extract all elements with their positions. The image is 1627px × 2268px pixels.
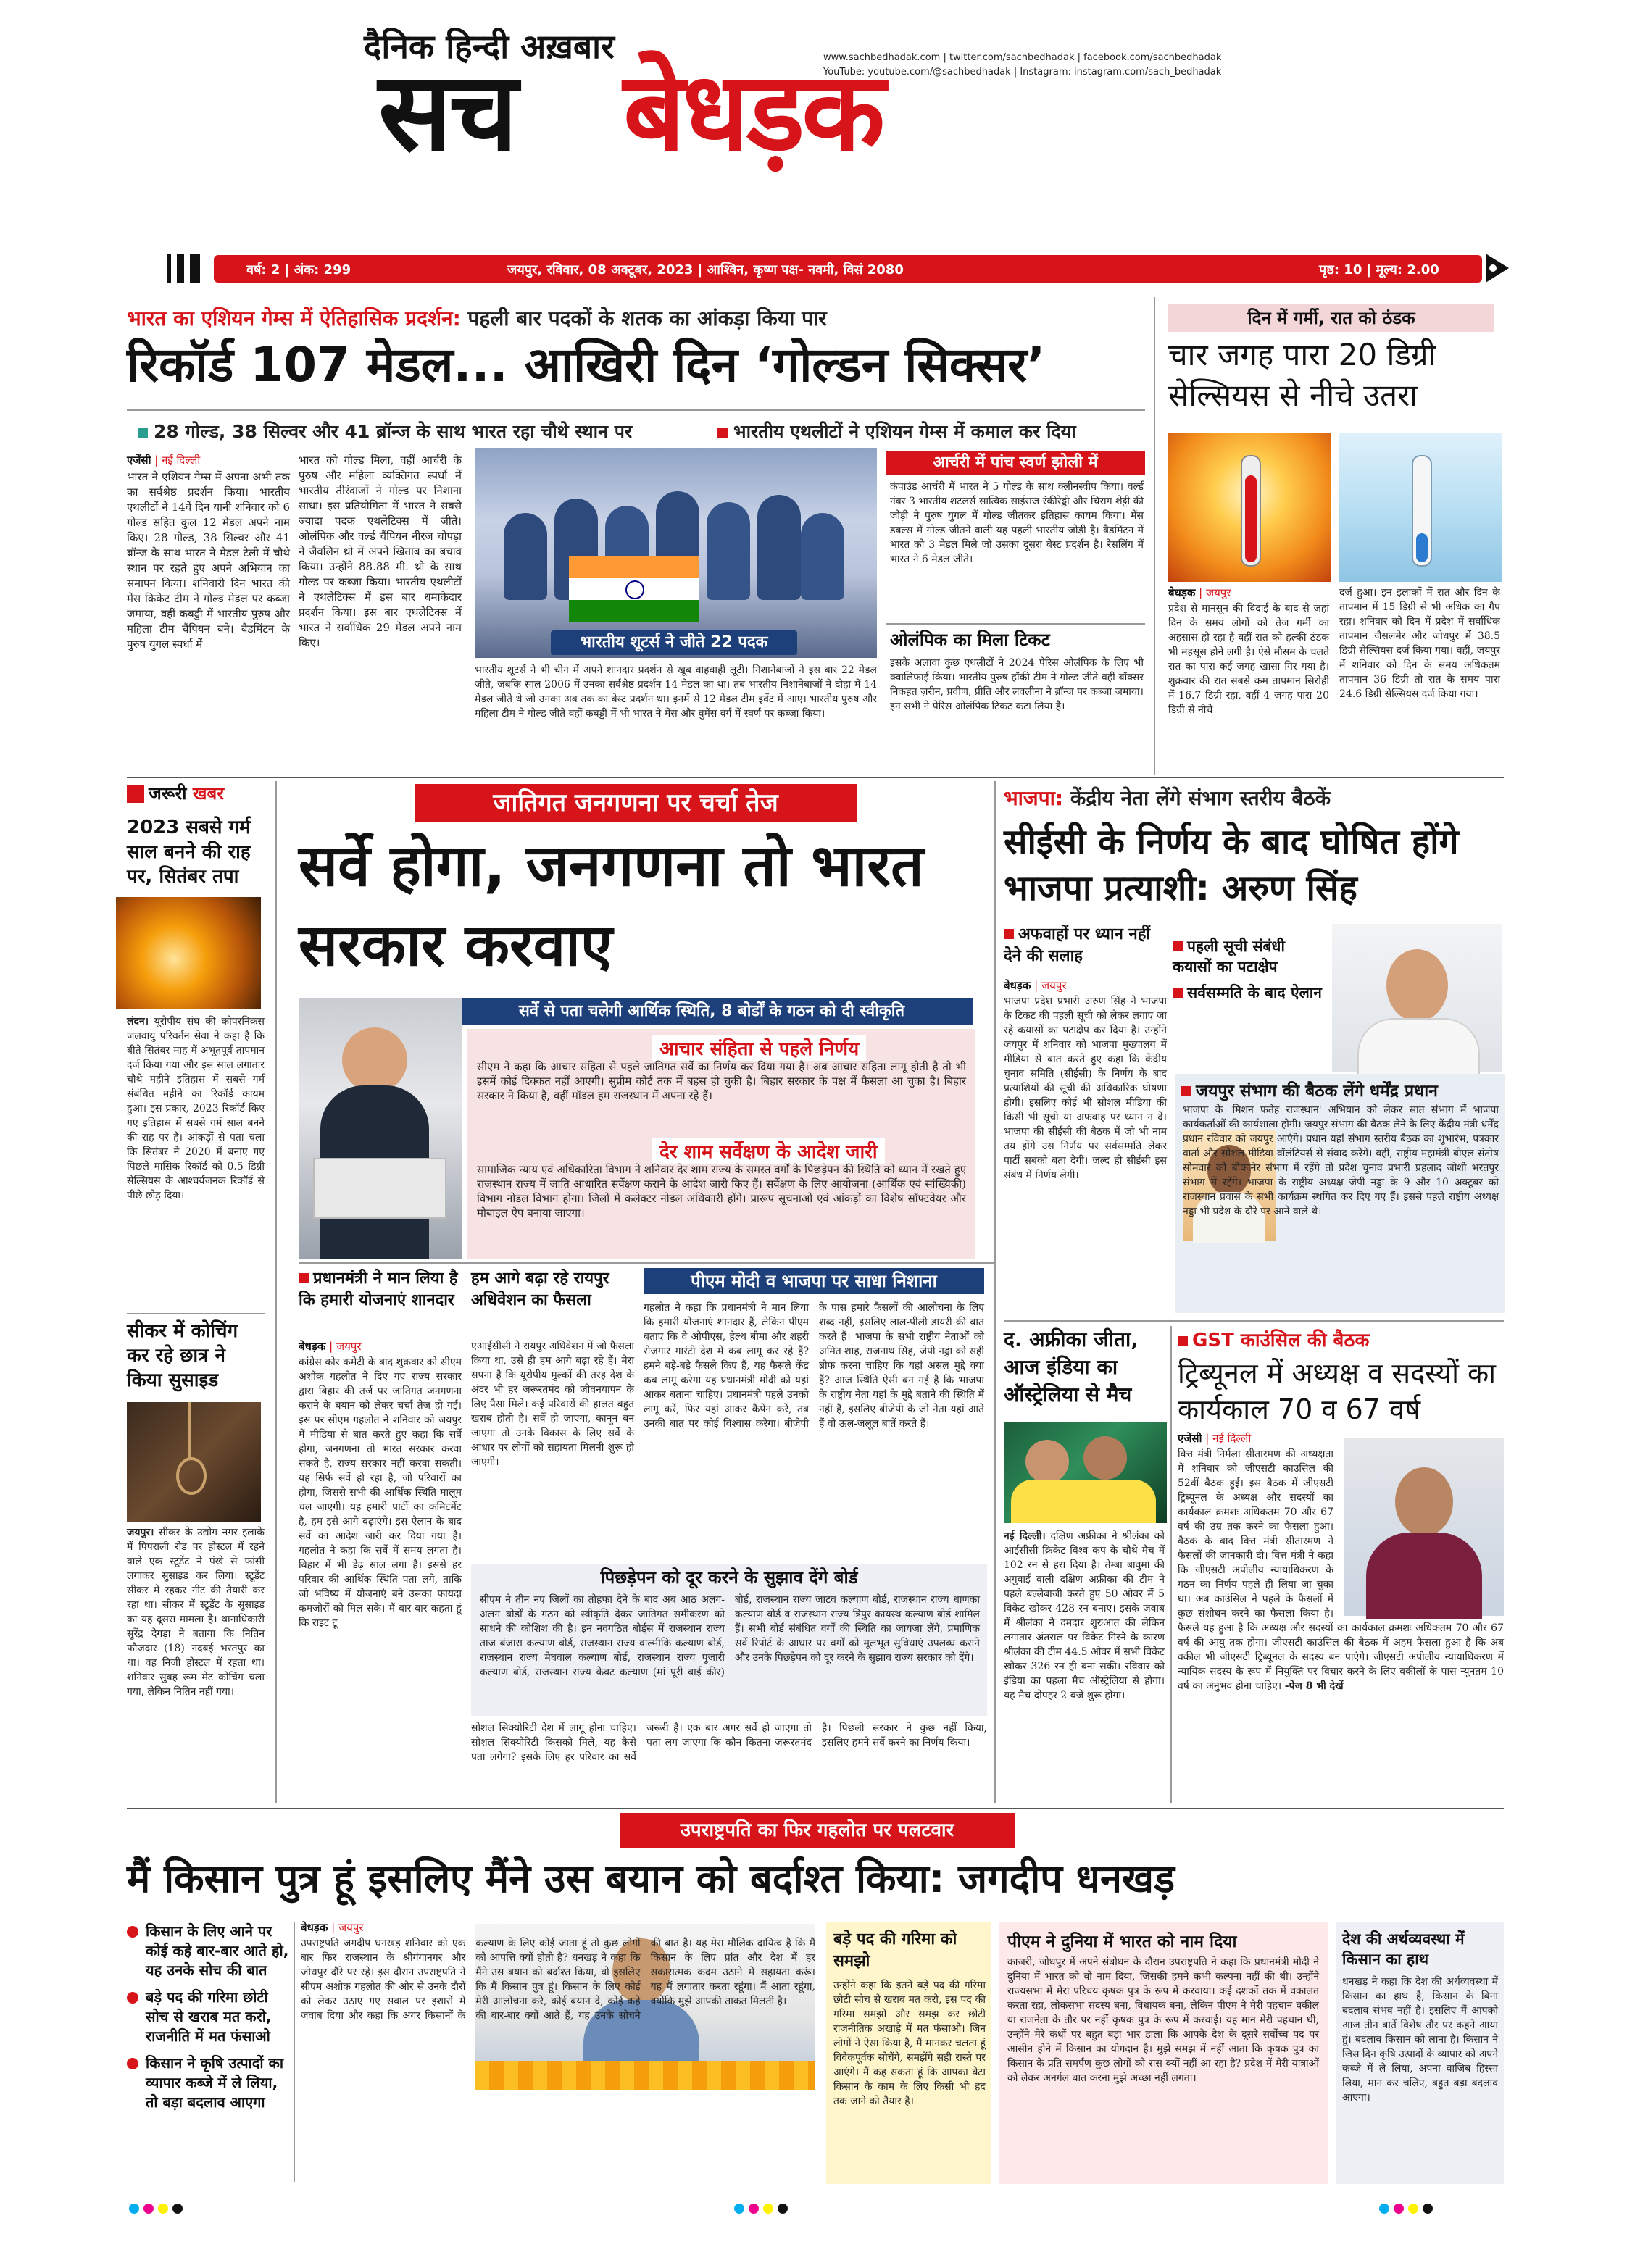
cricket-headline: द. अफ्रीका जीता, आज इंडिया का ऑस्ट्रेलिया से मैच — [1004, 1327, 1139, 1406]
bjp-headline: सीईसी के निर्णय के बाद घोषित होंगे भाजपा प्रत्याशी: अरुण सिंह — [1004, 822, 1459, 909]
red-square-icon — [1178, 1336, 1188, 1346]
census-sub3-body: गहलोत ने कहा कि प्रधानमंत्री ने मान लिया कि हमारी योजनाएं शानदार हैं, लेकिन पीएम बताए कि वे ओपीएस, हेल्थ बीमा और शहरी रोजगार गारंटी देश में कब लागू कर रहे हैं? हमने बड़े-बड़े फैसले किए हैं, यह फैसले केंद्र कब लागू करेगा यह प्रधानमंत्री मोदी को यहां आकर बताना चाहिए। प्रधानमंत्री पहले उनको लागू करें, फिर यहां आकर कैंपेन करें, तब उनकी बात पर कोई विश्वास करेगा। बीजेपी के पास हमारे फैसलों की आलोचना के लिए शब्द नहीं, इसलिए लाल-पीली डायरी की बात करते हैं। भाजपा के सभी राष्ट्रीय नेताओं को अमित शाह, राजनाथ सिंह, जेपी नड्डा को सही ब्रीफ करना चाहिए कि यहां असल मुद्दे क्या हैं? आज स्थिति ऐसी बन गई है कि भाजपा के राष्ट्रीय नेता यहां के मुद्दे बताने की स्थिति में नहीं हैं, इसलिए बीजेपी के जो नेता यहां आते हैं वो ऊल-जलूल बातें करते हैं। — [644, 1302, 984, 1430]
red-dot-icon — [127, 1992, 138, 2004]
bjp-bullet-1 — [1173, 936, 1325, 977]
gst-continued: -पेज 8 भी देखें — [1284, 1680, 1344, 1692]
red-square-icon — [1181, 1086, 1191, 1096]
zaruri-t2 — [127, 1525, 265, 1801]
noose-icon — [188, 1402, 191, 1460]
census-box2-head: देर शाम सर्वेक्षण के आदेश जारी — [652, 1138, 885, 1164]
registration-marks-right — [1377, 2203, 1435, 2217]
thermometer-cold-icon — [1412, 455, 1432, 567]
lead-place: नई दिल्ली — [162, 454, 201, 467]
vp-box1-text: उन्होंने कहा कि इतने बड़े पद की गरिमा छोटी सोच से खराब मत करो, इस पद की गरिमा समझो और समझ कर छोटी राजनीतिक अखाड़े में मत फंसाओ। जिन लोगों ने ऐसा किया है, मैं मानकर चलता हूं विवेकपूर्वक सोचेंगे, समझेंगे सही रास्ते पर आएंगे। मैं कह सकता हूं कि आपका बेटा किसान के काम के लिए किसी भी हद तक जाने को तैयार है। — [833, 1980, 986, 2107]
vp-text: उपराष्ट्रपति जगदीप धनखड़ शनिवार को एक बार फिर राजस्थान के श्रीगंगानगर और जोधपुर दौरे पर रहे। इस दौरान उपराष्ट्रपति ने सीएम अशोक गहलोत की ओर से उनके दौरों को लेकर उठाए गए सवाल पर इशारों में जवाब दिया और कहा कि अगर किसानों के कल्याण के लिए कोई जाता हूं तो कुछ लोगों को आपत्ति क्यों होती है? धनखड़ ने कहा कि मैंने उस बयान को बर्दाश्त किया, वो इसलिए कि मैं किसान पुत्र हूं। किसान के लिए कोई मेरी आलोचना करे, कोई बयान दे, कोई कहे की बार-बार क्यों आते हैं, यह उनके सोचने की बात है। यह मेरा मौलिक दायित्व है कि मैं किसान के लिए प्रांत और देश में हर सकारात्मक कदम उठाने में सहायता करूं। यह मैं लगातार करता रहूंगा। मैं आता रहूंगा, क्योंकि मुझे आपकी ताकत मिलती है। — [301, 1938, 815, 2022]
issue-number: वर्ष: 2 | अंक: 299 — [246, 262, 351, 278]
census-sub1 — [299, 1268, 462, 1312]
vp-box3-text: धनखड़ ने कहा कि देश की अर्थव्यवस्था में किसान का हाथ है, किसान के बिना बदलाव संभव नहीं है। इसलिए मैं आपको आज तीन बातें विशेष तौर पर कहने आया हूं। बदलाव किसान को लाना है। किसान ने जिस दिन कृषि उत्पादों के व्यापार को अपने कब्जे में ले लिया, अपना वाजिब हिस्सा लिया, मान कर चलिए, बहुत बड़ा बदलाव आएगा। — [1342, 1976, 1498, 2104]
gst-body: वित्त मंत्री निर्मला सीतारमण की अध्यक्षता में शनिवार को जीएसटी काउंसिल की 52वीं बैठक हुई। इस बैठक में जीएसटी ट्रिब्यूनल के अध्यक्ष और सदस्यों का कार्यकाल क्रमशः अधिकतम 70 और 67 वर्ष की उम्र तक करने का फैसला हुआ। बैठक के बाद वित्त मंत्री सीतारमण ने फैसलों की जानकारी दी। वित्त मंत्री ने कहा कि जीएसटी अपीलीय न्यायाधिकरण के गठन का निर्णय पहले ही लिया जा चुका था। अब काउंसिल ने पहले के फैसलों में कुछ संशोधन करने का फैसला किया है। फैसले यह हुआ है कि अध्यक्ष और सदस्यों का कार्यकाल क्रमशः अधिकतम 70 और 67 वर्ष की आयु तक होगा। जीएसटी काउंसिल की बैठक में अहम फैसला हुआ है कि अब वकील भी जीएसटी ट्रिब्यूनल के सदस्य बन पाएंगे। जीएसटी अपीलीय न्यायाधिकरण में न्यायिक सदस्य के रूप में नियुक्ति पर विचार करने के लिए वकीलों के पास न्यूनतम 10 वर्ष का अनुभव होना चाहिए। — [1178, 1448, 1504, 1692]
zaruri-label-1: जरूरी — [149, 783, 187, 804]
census-sub2-body: एआईसीसी ने रायपुर अधिवेशन में जो फैसला किया था, उसे ही हम आगे बढ़ा रहे हैं। मेरा सपना है कि यूरोपीय मुल्कों की तरह देश के अंदर भी हर जरूरतमंद को जीवनयापन के लिए पैसा मिले। कई परिवारों की हालत बहुत खराब होती है। सर्वे हो जाएगा, कानून बन जाएगा तो उनके विकास के लिए सर्वे के आधार पर लोगों को सहायता मिलनी शुरू हो जाएगी। — [471, 1341, 634, 1468]
dateline: जयपुर, रविवार, 08 अक्टूबर, 2023 | आश्विन, कृष्ण पक्ष- नवमी, विसं 2080 — [507, 262, 904, 278]
census-box2-text: सामाजिक न्याय एवं अधिकारिता विभाग ने शनिवार देर शाम राज्य के समस्त वर्गों के पिछड़ेपन की स्थिति को ध्यान में रखते हुए राजस्थान राज्य में जाति आधारित सर्वेक्षण कराने के आदेश जारी किए हैं। सर्वेक्षण के लिए आयोजना (आर्थिक एवं सांख्यिकी) विभाग नोडल विभाग होगा। जिलों में कलेक्टर नोडल अधिकारी होंगे। प्रारूप सूचनाओं एवं आंकड़ों का विशेष सॉफ्टवेयर और मोबाइल ऐप बनाया जाएगा। — [477, 1163, 966, 1220]
bjp-sub-text: अफवाहों पर ध्यान नहीं देने की सलाह — [1004, 925, 1151, 965]
archery-rule — [886, 623, 1145, 625]
zaruri-t1-body: यूरोपीय संघ की कोपरनिकस जलवायु परिवर्तन सेवा ने कहा है कि बीते सितंबर माह में अभूतपूर्व तापमान दर्ज किया गया और इस साल लगातार चौथे महीने इतिहास में सबसे गर्म संबंधित महीने का रिकॉर्ड कायम हुआ। इस प्रकार, 2023 रिकॉर्ड किए गए इतिहास में सबसे गर्म साल बनने की राह पर है। आंकड़ों से पता चला कि सितंबर ने 2020 में बनाए गए पिछले मासिक रिकॉर्ड को 0.5 डिग्री सेल्सियस के आश्चर्यजनक रिकॉर्ड से पीछे छोड़ दिया। — [127, 1016, 265, 1201]
zaruri-rule — [127, 1313, 265, 1314]
vp-place: जयपुर — [338, 1921, 364, 1934]
red-square-icon — [1173, 988, 1183, 998]
masthead-title-right: बेधड़क — [623, 49, 883, 175]
cricket-place: नई दिल्ली। — [1004, 1530, 1046, 1542]
zaruri-divider — [275, 781, 277, 1803]
bjp-place: जयपुर — [1041, 979, 1067, 992]
registration-marks-left — [127, 2203, 185, 2217]
olympic-text: इसके अलावा कुछ एथलीटों ने 2024 पेरिस ओलंपिक के लिए भी क्वालिफाई किया। भारतीय पुरुष हॉकी टीम ने गोल्ड जीते वहीं बॉक्सर निकहत ज़रीन, प्रवीण, प्रीति और लवलीना ने ब्रॉन्ज पर कब्जा जमाया। इन सभी ने पेरिस ओलंपिक टिकट कटा लिया है। — [890, 657, 1144, 712]
gst-text — [1178, 1447, 1504, 1802]
bjp-sub — [1004, 924, 1167, 967]
teal-square-icon — [138, 428, 148, 438]
cricket-photo — [1004, 1422, 1167, 1523]
gst-headline: ट्रिब्यूनल में अध्यक्ष व सदस्यों का कार्यकाल 70 व 67 वर्ष — [1178, 1357, 1497, 1425]
weather-headline: चार जगह पारा 20 डिग्री सेल्सियस से नीचे उतरा — [1168, 337, 1436, 413]
arun-singh-photo — [1332, 924, 1502, 1072]
vp-bullet-3 — [127, 2054, 290, 2112]
vp-box2-head: पीएम ने दुनिया में भारत को नाम दिया — [1007, 1933, 1237, 1951]
cricket-divider — [1170, 1326, 1172, 1803]
lead-rule — [127, 409, 1145, 411]
cricket-body: दक्षिण अफ्रीका ने श्रीलंका को आईसीसी क्रिकेट विश्व कप के चौथे मैच में 102 रन से हरा दिया है। तेम्बा बावुमा की अगुवाई वाली दक्षिण अफ्रीका की टीम ने पहले बल्लेबाजी करते हुए 50 ओवर में 5 विकेट खोकर 428 रन बनाए। इसके जवाब में श्रीलंका ने दमदार शुरुआत की लेकिन लगातार अंतराल पर विकेट गिरने के कारण श्रीलंका की टीम 44.5 ओवर में सभी विकेट खोकर 326 रन ही बना सकी। रविवार को इंडिया का पहला मैच ऑस्ट्रेलिया से होगा। यह मैच दोपहर 2 बजे शुरू होगा। — [1004, 1530, 1165, 1701]
zaruri-t1 — [127, 1014, 265, 1308]
boards-head: पिछड़ेपन को दूर करने के सुझाव देंगे बोर्ड — [600, 1567, 858, 1588]
census-agency: बेधड़क — [299, 1340, 326, 1353]
vp-box1-head: बड़े पद की गरिमा को समझो — [833, 1930, 957, 1970]
section-rule-1 — [127, 777, 1504, 778]
lead-col-2: भारत को गोल्ड मिला, वहीं आर्चरी के पुरुष और महिला व्यक्तिगत स्पर्धा में भारतीय तीरंदाजों ने गोल्ड पर निशाना साधा। इस प्रतियोगिता में भारत ने सबसे ज्यादा पदक एथलेटिक्स में जीते। ओलंपिक और वर्ल्ड चैंपियन नीरज चोपड़ा ने जैवलिन थ्रो में अपने खिताब का बचाव किया। उन्होंने 88.88 मी. थ्रो के साथ गोल्ड पर कब्जा किया। भारतीय एथलीटों ने एथलेटिक्स में इस बार धमाकेदार प्रदर्शन किया। इस बार एथलेटिक्स में भारत ने सर्वाधिक 29 मेडल अपने नाम किए। — [299, 454, 462, 649]
cold-photo — [1339, 433, 1502, 582]
zaruri-h2: सीकर में कोचिंग कर रहे छात्र ने किया सुसाइड — [127, 1320, 238, 1391]
bjp-bullet-1-text: पहली सूची संबंधी कयासों का पटाक्षेप — [1173, 938, 1285, 975]
social-links — [823, 51, 1221, 80]
census-kicker: जातिगत जनगणना पर चर्चा तेज — [415, 784, 857, 822]
gst-place: नई दिल्ली — [1212, 1432, 1252, 1445]
census-box1-head: आचार संहिता से पहले निर्णय — [652, 1035, 866, 1061]
vp-bullet-2-text: बड़े पद की गरिमा छोटी सोच से खराब मत करो, राजनीति में मत फंसाओ — [146, 1988, 272, 2045]
red-dot-icon — [127, 2058, 138, 2069]
census-sub2: हम आगे बढ़ा रहे रायपुर अधिवेशन का फैसला — [471, 1270, 609, 1309]
zaruri-t1-place: लंदन। — [127, 1016, 149, 1027]
pradhan-head — [1181, 1078, 1438, 1101]
lead-byline: एजेंसी | नई दिल्ली — [127, 454, 201, 467]
noose-photo — [127, 1402, 261, 1522]
gst-kicker-text: GST काउंसिल की बैठक — [1192, 1330, 1370, 1351]
red-square-icon — [717, 428, 728, 438]
masthead-title-left: सच — [378, 49, 515, 175]
vp-bullet-1 — [127, 1922, 290, 1980]
census-tail-text: सोशल सिक्योरिटी देश में लागू होना चाहिए। सोशल सिक्योरिटी किसको मिले, यह कैसे पता लगेगा? इसके लिए हर परिवार का सर्वे जरूरी है। एक बार अगर सर्वे हो जाएगा तो पता लग जाएगा कि कौन कितना जरूरतमंद है। पिछली सरकार ने कुछ नहीं किया, इसलिए हमने सर्वे करने का निर्णय किया। — [471, 1722, 987, 1763]
bjp-bullets — [1173, 936, 1325, 1003]
bjp-agency: बेधड़क — [1004, 979, 1031, 992]
census-divider — [994, 781, 996, 1803]
gst-kicker — [1178, 1326, 1369, 1352]
vp-byline: बेधड़क | जयपुर — [301, 1921, 364, 1934]
boards-text: सीएम ने तीन नए जिलों का तोहफा देने के बाद अब आठ अलग-अलग बोर्डों के गठन को स्वीकृति देकर जातिगत समीकरण को साधने की कोशिश की है। इन नवगठित बोर्ड्स में राजस्थान राज्य ताज बंजारा कल्याण बोर्ड, राजस्थान राज्य वाल्मीकि कल्याण बोर्ड, राजस्थान राज्य मेघवाल कल्याण बोर्ड, राजस्थान राज्य पुजारी कल्याण बोर्ड, राजस्थान राज्य केवट कल्याण (मां पूरी बाई कीर) बोर्ड, राजस्थान राज्य जाटव कल्याण बोर्ड, राजस्थान राज्य धाणका कल्याण बोर्ड व राजस्थान राज्य त्रिपुर कायस्थ कल्याण बोर्ड शामिल हैं। सभी बोर्ड संबंधित वर्गों की स्थिति का जायजा लेंगे, प्रमाणिक सर्वे रिपोर्ट के आधार पर वर्गों को मूलभूत सुविधाएं उपलब्ध कराने और उनके पिछड़ेपन को दूर करने के सुझाव राज्य सरकार को देंगे। — [480, 1594, 980, 1678]
section-rule-2 — [127, 1808, 1504, 1809]
vp-box2-text: काजरी, जोधपुर में अपने संबोधन के दौरान उपराष्ट्रपति ने कहा कि प्रधानमंत्री मोदी ने दुनिया में भारत को वो नाम दिया, जिसकी हमने कभी कल्पना नहीं की थी। उन्होंने राज्यसभा में मेरा परिचय कृषक पुत्र के रूप में करवाया। कई दशकों तक में वकालत करता रहा, लोकसभा सदस्य बना, विधायक बना, लेकिन पीएम ने मेरी पहचान वकील या राजनेता के तौर पर नहीं कृषक पुत्र के रूप में करवाई। यह मान मेरी पहचान थी, उन्होंने मेरे कंधों पर बहुत बड़ा भार डाला कि आपके देश के दूसरे सर्वोच्च पद पर आसीन होने में किसान का योगदान है। मुझे समझ में नहीं आता कि कृषक पुत्र का किसान के प्रति समर्पण कुछ लोगों को रास क्यों नहीं आ रहा है? प्रदेश में मेरी यात्राओं को लेकर अनर्गल बात करना मुझे अच्छा नहीं लगता। — [1007, 1956, 1319, 2084]
bjp-bullet-2 — [1173, 983, 1325, 1003]
red-square-icon — [127, 785, 144, 803]
red-square-icon — [1004, 929, 1014, 939]
vp-headline: मैं किसान पुत्र हूं इसलिए मैंने उस बयान को बर्दाश्त किया: जगदीप धनखड़ — [127, 1856, 1175, 1901]
lead-col-1: भारत ने एशियन गेम्स में अपना अभी तक का सर्वश्रेष्ठ प्रदर्शन किया। भारतीय एथलीटों ने 14वें दिन यानी शनिवार को 6 गोल्ड सहित कुल 12 मेडल अपने नाम किए। 28 गोल्ड, 38 सिल्वर और 41 ब्रॉन्ज के साथ भारत ने मेडल टेली में चौथे स्थान पर रहते हुए अपने अभियान का समापन किया। शनिवारी दिन भारत की मेंस क्रिकेट टीम ने गोल्ड मेडल पर कब्जा जमाया, वहीं कबड्डी में भारतीय पुरुष और महिला टीम चैंपियन बने। बैडमिंटन के पुरुष युगल स्पर्धा में — [127, 470, 290, 651]
olympic-head: ओलंपिक का मिला टिकट — [890, 630, 1050, 650]
pages-price: पृष्ठ: 10 | मूल्य: 2.00 — [1319, 262, 1439, 278]
bjp-kicker-rest: केंद्रीय नेता लेंगे संभाग स्तरीय बैठकें — [1063, 786, 1331, 810]
weather-col-1: प्रदेश से मानसून की विदाई के बाद से जहां दिन के समय लोगों को तेज गर्मी का अहसास हो रहा है वहीं रात को हल्की ठंडक भी महसूस होने लगी है। ऐसे मौसम के चलते रात का पारा कई जगह खासा गिर गया है। शुक्रवार की रात सबसे कम तापमान सिरोही में 16.7 डिग्री रहा, वहीं 4 जगह पारा 20 डिग्री से नीचे — [1168, 603, 1329, 716]
heat-photo — [1168, 433, 1331, 582]
lead-sub-2-text: भारतीय एथलीटों ने एशियन गेम्स में कमाल कर दिया — [733, 421, 1076, 442]
gst-agency: एजेंसी — [1178, 1432, 1202, 1445]
vp-box3-head: देश की अर्थव्यवस्था में किसान का हाथ — [1342, 1930, 1465, 1968]
lead-sub-2 — [717, 419, 1076, 443]
social-line-1: www.sachbedhadak.com | twitter.com/sachbedhadak | facebook.com/sachbedhadak — [823, 52, 1222, 63]
weather-col-2: दर्ज हुआ। इन इलाकों में रात और दिन के तापमान में 15 डिग्री से भी अधिक का गैप रहा। शनिवार को दिन में प्रदेश में सर्वाधिक तापमान जैसलमेर और जोधपुर में 38.5 डिग्री सेल्सियस दर्ज किया गया। वहीं, जयपुर में शनिवार को दिन के समय अधिकतम तापमान 36 डिग्री तो रात के समय पारा 24.6 डिग्री सेल्सियस दर्ज किया गया। — [1339, 587, 1500, 700]
dateline-bar-marks — [167, 254, 210, 283]
lead-kicker — [127, 304, 827, 332]
gst-photo-spacer — [1333, 1447, 1504, 1621]
shooters-text: भारतीय शूटर्स ने भी चीन में अपने शानदार प्रदर्शन से खूब वाहवाही लूटी। निशानेबाजों ने इस बार 22 मेडल जीते, जबकि साल 2006 में उनका सर्वश्रेष्ठ प्रदर्शन 14 मेडल का था। तब भारतीय निशानेबाजों ने दोहा में 14 मेडल जीते थे जो उनका अब तक का बेस्ट प्रदर्शन था। इनमें से 12 मेडल टीम इवेंट में आए। भारतीय पुरुष और महिला टीम ने गोल्ड जीते वहीं कबड्डी में भी भारत ने मेंस और वुमेंस वर्ग में स्वर्ण पर कब्जा किया। — [475, 664, 877, 720]
census-byline: बेधड़क | जयपुर — [299, 1340, 362, 1353]
vp-divider-1 — [294, 1922, 295, 2182]
zaruri-label — [127, 781, 224, 805]
vp-kicker: उपराष्ट्रपति का फिर गहलोत पर पलटवार — [620, 1813, 1015, 1848]
gehlot-photo — [299, 998, 462, 1259]
lead-sub-1-text: 28 गोल्ड, 38 सिल्वर और 41 ब्रॉन्ज के साथ भारत रहा चौथे स्थान पर — [154, 421, 633, 442]
weather-place: जयपुर — [1205, 586, 1231, 599]
shooters-caption: भारतीय शूटर्स ने जीते 22 पदक — [551, 630, 797, 655]
bjp-text: भाजपा प्रदेश प्रभारी अरुण सिंह ने भाजपा के टिकट की पहली सूची को लेकर लगाए जा रहे कयासों का पटाक्षेप कर दिया है। उन्होंने जयपुर में शनिवार को भाजपा मुख्यालय में मीडिया से बात करते हुए कहा कि केंद्रीय चुनाव समिति (सीईसी) के निर्णय के बाद प्रत्याशियों की सूची की अधिकारिक घोषणा होगी। इसलिए कोई भी सोशल मीडिया की किसी भी सूची या अफवाह पर ध्यान न दें। भाजपा की सीईसी की बैठक में जो भी नाम तय होंगे उस निर्णय पर सर्वसम्मति लेकर पार्टी सबको बता देगी। जल्द ही सीईसी इस संबंध में निर्णय लेगी। — [1004, 996, 1167, 1181]
vp-bullet-1-text: किसान के लिए आने पर कोई कहे बार-बार आते हो, यह उनके सोच की बात — [146, 1922, 289, 1979]
heat-sun-photo — [116, 897, 261, 1009]
bjp-kicker-red: भाजपा: — [1004, 786, 1064, 810]
census-place: जयपुर — [336, 1340, 362, 1353]
lead-sub-1 — [138, 419, 632, 443]
shooters-photo — [475, 448, 877, 658]
census-headline: सर्वे होगा, जनगणना तो भारत सरकार करवाए — [299, 832, 924, 979]
weather-agency: बेधड़क — [1168, 586, 1196, 599]
vp-agency: बेधड़क — [301, 1921, 328, 1934]
bjp-rule — [1004, 1320, 1504, 1322]
cricket-text — [1004, 1529, 1165, 1803]
vp-bullet-3-text: किसान ने कृषि उत्पादों का व्यापार कब्जे में ले लिया, तो बड़ा बदलाव आएगा — [146, 2054, 284, 2111]
census-box1-text: सीएम ने कहा कि आचार संहिता से पहले जातिगत सर्वे का निर्णय कर दिया गया है। अब आचार संहिता लागू होती है तो भी इसमें कोई दिक्कत नहीं आएगी। सुप्रीम कोर्ट तक में बहस हो चुकी है। बिहार सरकार के पक्ष में फैसला आ चुका है। बिहार सरकार ने किया है, वहीं मॉडल हम राजस्थान में अपना रहे हैं। — [477, 1060, 966, 1102]
red-square-icon — [299, 1273, 309, 1283]
pen-nib-icon — [1486, 246, 1515, 290]
weather-divider — [1154, 297, 1155, 775]
archery-head: आर्चरी में पांच स्वर्ण झोली में — [886, 451, 1145, 475]
lead-kicker-red: भारत का एशियन गेम्स में ऐतिहासिक प्रदर्शन: — [127, 307, 461, 330]
census-rule — [299, 1262, 994, 1264]
zaruri-h1: 2023 सबसे गर्म साल बनने की राह पर, सितंबर तपा — [127, 817, 251, 888]
zaruri-label-2: खबर — [192, 783, 225, 804]
gst-byline: एजेंसी | नई दिल्ली — [1178, 1432, 1252, 1445]
census-sub3: पीएम मोदी व भाजपा पर साधा निशाना — [644, 1268, 984, 1294]
lead-agency: एजेंसी — [127, 454, 151, 467]
red-square-icon — [1173, 941, 1183, 951]
social-line-2: YouTube: youtube.com/@sachbedhadak | Instagram: instagram.com/sach_bedhadak — [823, 67, 1222, 78]
zaruri-t2-place: जयपुर। — [127, 1527, 154, 1538]
india-flag-icon — [569, 556, 699, 622]
vp-bullet-2 — [127, 1988, 290, 2046]
pradhan-head-text: जयपुर संभाग की बैठक लेंगे धर्मेंद्र प्रधान — [1196, 1082, 1438, 1101]
zaruri-t2-body: सीकर के उद्योग नगर इलाके में पिपराली रोड पर होस्टल में रहने वाले एक स्टूडेंट ने पंखे से फांसी लगाकर सुसाइड कर लिया। स्टूडेंट सीकर में रहकर नीट की तैयारी कर रहा था। सीकर में स्टूडेंट के सुसाइड का यह दूसरा मामला है। थानाधिकारी सुरेंद्र देगड़ा ने बताया कि नितिन फौजदार (18) नदबई भरतपुर का था। वह निजी होस्टल में रहता था। शनिवार सुबह रूम मेट कोचिंग चला गया, लेकिन नितिन नहीं गया। — [127, 1527, 265, 1698]
vp-bullets — [127, 1922, 290, 2112]
archery-text: कंपाउंड आर्चरी में भारत ने 5 गोल्ड के साथ क्लीनस्वीप किया। वर्ल्ड नंबर 3 भारतीय शटलर्स सात्विक साईराज रंकीरेड्डी और चिराग शेट्टी की जोड़ी ने पुरुष युगल में गोल्ड जीतकर इतिहास कायम किया। मेंस डबल्स में गोल्ड जीतने वाली यह पहली भारतीय जोड़ी है। बैडमिंटन में भारत को 3 मेडल मिले जो उसका दूसरा बेस्ट प्रदर्शन है। रेसलिंग में भारत ने 6 मेडल जीते। — [890, 481, 1144, 565]
red-dot-icon — [127, 1926, 138, 1938]
pradhan-text: भाजपा के 'मिशन फतेह राजस्थान' अभियान को लेकर सात संभाग में भाजपा कार्यकर्ताओं की कार्यशाला होगी। जयपुर संभाग की बैठक लेने के लिए केंद्रीय मंत्री धर्मेंद्र प्रधान रविवार को जयपुर आएंगे। प्रधान यहां संभाग स्तरीय बैठक का शुभारंभ, पत्रकार वार्ता और सोशल मीडिया वॉलंटियर्स से संवाद करेंगे। वहीं, राष्ट्रीय महामंत्री बीएल संतोष सोमवार को बीकानेर संभाग में रहेंगे तो प्रदेश चुनाव प्रभारी प्रहलाद जोशी भरतपुर संभाग में रहेंगे। भाजपा के राष्ट्रीय अध्यक्ष जेपी नड्डा के 9 और 10 अक्टूबर को राजस्थान प्रवास के सभी कार्यक्रम स्थगित कर दिए गए हैं। इससे पहले राष्ट्रीय अध्यक्ष नड्डा भी प्रदेश के दौरे पर आने वाले थे। — [1183, 1104, 1499, 1217]
masthead-tagline: दैनिक हिन्दी अख़बार — [364, 27, 615, 66]
census-sub1-text: प्रधानमंत्री ने मान लिया है कि हमारी योजनाएं शानदार — [299, 1270, 458, 1309]
bjp-kicker — [1004, 784, 1331, 812]
registration-marks-center — [732, 2203, 790, 2217]
weather-byline: बेधड़क | जयपुर — [1168, 586, 1231, 599]
lead-headline: रिकॉर्ड 107 मेडल... आखिरी दिन ‘गोल्डन सिक्सर’ — [127, 337, 1046, 393]
thermometer-icon — [1241, 455, 1261, 567]
census-sub1-body: कांग्रेस कोर कमेटी के बाद शुक्रवार को सीएम अशोक गहलोत ने दिए गए राज्य सरकार द्वारा बिहार की तर्ज पर जातिगत जनगणना कराने के बयान को लेकर चर्चा तेज हो गई। इस पर सीएम गहलोत ने शनिवार को जयपुर में मीडिया से बात करते हुए कहा कि सर्वे होगा, जनगणना तो भारत सरकार करवा सकते है, राज्य सरकार नहीं करवा सकती। यह सिर्फ सर्वे हो रहा है, जो परिवारों का होगा, जिससे सभी की आर्थिक स्थिति मालूम चल जाएगी। यह हमारी पार्टी का कमिटमेंट है, हम इसे आगे बढ़ाएंगे। इस ऐलान के बाद सर्वे का आदेश जारी कर दिया गया है। गहलोत ने कहा कि सर्वे में समय लगता है। बिहार में भी डेढ़ साल लगा है। इससे हर परिवार की आर्थिक स्थिति पता लगे, ताकि जो भविष्य में योजनाएं बने उसका फायदा कमजोरों को मिल सके। मैं बार-बार कहता हूं कि राइट टू — [299, 1356, 462, 1629]
bjp-bullet-2-text: सर्वसम्मति के बाद ऐलान — [1187, 984, 1322, 1001]
bjp-byline: बेधड़क | जयपुर — [1004, 979, 1067, 992]
lead-kicker-rest: पहली बार पदकों के शतक का आंकड़ा किया पार — [460, 307, 827, 330]
census-strap: सर्वे से पता चलेगी आर्थिक स्थिति, 8 बोर्डों के गठन को दी स्वीकृति — [451, 998, 973, 1025]
weather-tag: दिन में गर्मी, रात को ठंडक — [1168, 304, 1494, 332]
